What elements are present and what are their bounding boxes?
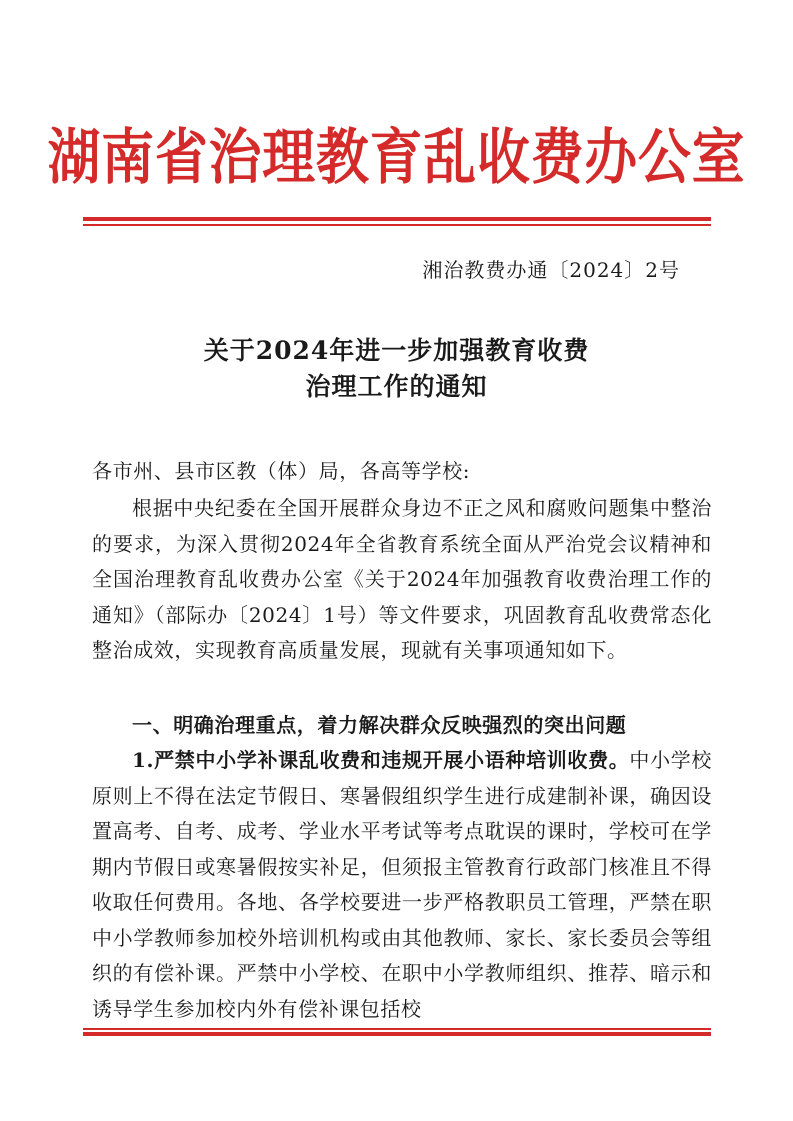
section-1-heading: 一、明确治理重点，着力解决群众反映强烈的突出问题 — [132, 713, 627, 737]
document-title-line-2: 治理工作的通知 — [305, 372, 488, 401]
addressee: 各市州、县市区教（体）局，各高等学校: — [92, 459, 471, 483]
document-number: 湘治教费办通〔2024〕2号 — [422, 258, 680, 282]
intro-paragraph: 根据中央纪委在全国开展群众身边不正之风和腐败问题集中整治的要求，为深入贯彻2024年全省教育系统全面从严治党会议精神和全国治理教育乱收费办公室《关于2024年加强教育收费治理工作的通知》（部际办〔2024〕1号）等文件要求，巩固教育乱收费常态化整治成效，实现教育高质量发展，现就有关事项通知如下。 — [92, 496, 712, 662]
item-1-paragraph — [92, 743, 712, 1027]
item-1-body: 中小学校原则上不得在法定节假日、寒暑假组织学生进行成建制补课，确因设置高考、自考、成考、学业水平考试等考点耽误的课时，学校可在学期内节假日或寒暑假按实补足，但须报主管教育行政部门核准且不得收取任何费用。各地、各学校要进一步严格教职员工管理，严禁在职中小学教师参加校外培训机构或由其他教师、家长、家长委员会等组织的有偿补课。严禁中小学校、在职中小学教师组织、推荐、暗示和诱导学生参加校内外有偿补课包括校 — [92, 748, 712, 1021]
document-title-line-1: 关于2024年进一步加强教育收费 — [203, 336, 590, 365]
header-red-rule-thick — [83, 217, 711, 221]
issuer-masthead: 湖南省治理教育乱收费办公室 — [47, 123, 746, 193]
item-1-lead: 1.严禁中小学补课乱收费和违规开展小语种培训收费。 — [132, 748, 630, 772]
footer-red-rule-thick — [83, 1032, 711, 1036]
footer-red-rule-thin — [83, 1028, 711, 1030]
header-red-rule-thin — [83, 224, 711, 226]
document-title — [0, 333, 793, 405]
